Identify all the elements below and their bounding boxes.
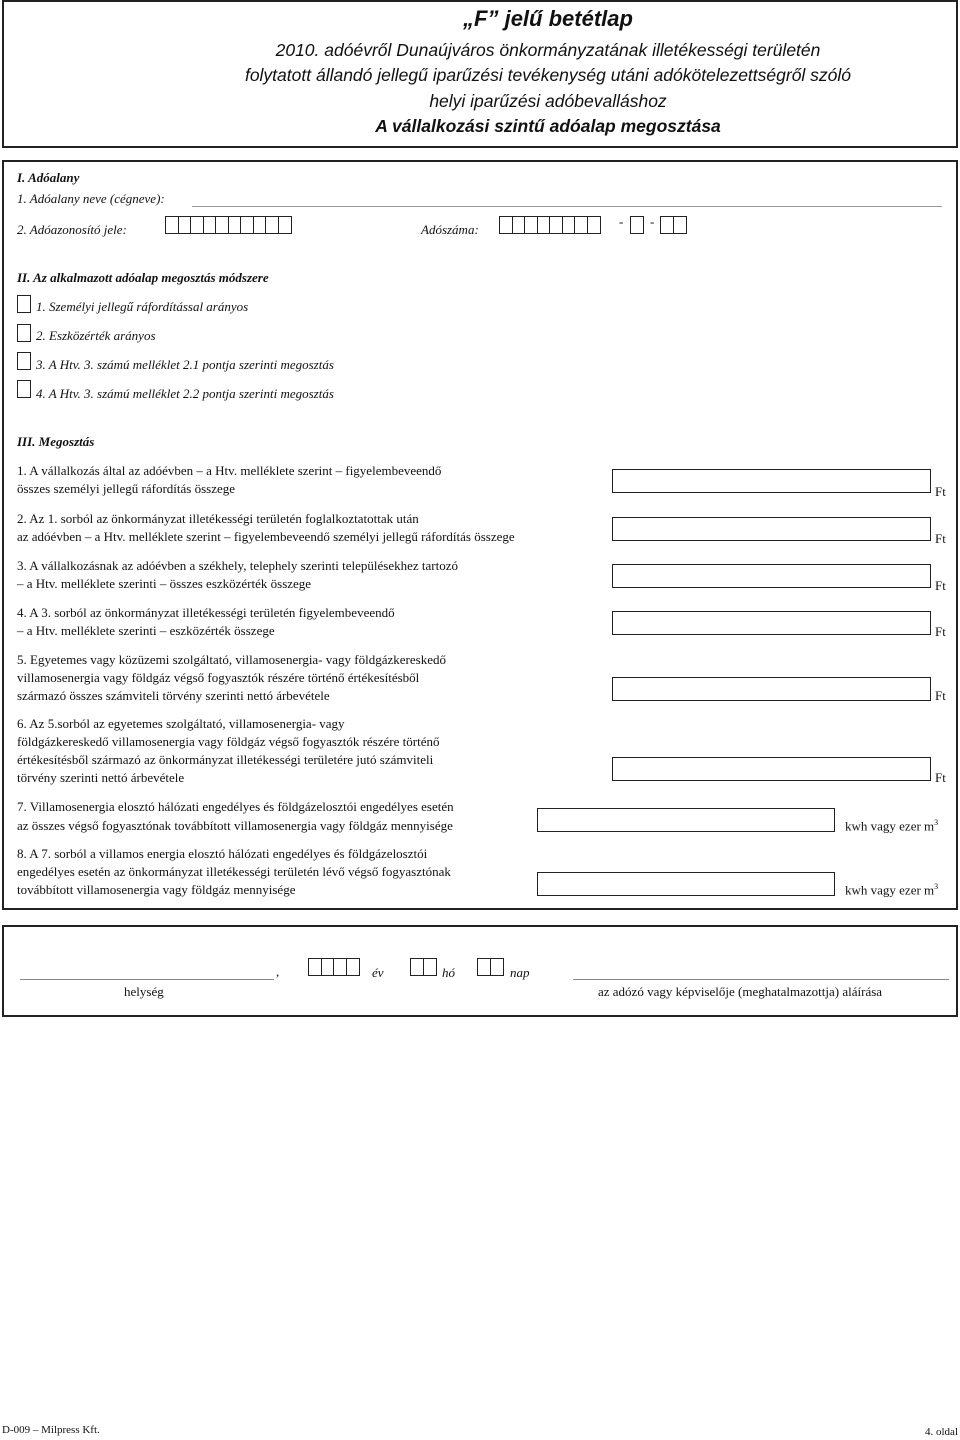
row7-amount-field[interactable] — [537, 808, 835, 832]
row2-line1: 2. Az 1. sorból az önkormányzat illetékességi területén foglalkoztatottak után — [17, 511, 419, 526]
row5-line3: származó összes számviteli törvény szerinti nettó árbevétele — [17, 688, 330, 703]
row7-unit — [845, 818, 938, 834]
taxid-cells[interactable] — [165, 216, 290, 234]
row3-line1: 3. A vállalkozásnak az adóévben a székhely, telephely szerinti településekhez tartozó — [17, 558, 458, 573]
row6-line3: értékesítésből származó az önkormányzat illetékességi területére jutó számviteli — [17, 752, 434, 767]
page-title: „F” jelű betétlap — [463, 6, 633, 31]
day-label: nap — [510, 965, 530, 980]
row6-unit: Ft — [935, 770, 946, 785]
taxnum-cells-3[interactable] — [660, 216, 685, 234]
section3-heading: III. Megosztás — [17, 434, 95, 449]
day-cell[interactable] — [490, 958, 504, 976]
section1-heading: I. Adóalany — [17, 170, 80, 185]
row2-line2: az adóévben – a Htv. melléklete szerint – figyelembeveendő személyi jellegű ráfordítás összege — [17, 529, 515, 544]
year-label: év — [372, 965, 384, 980]
row5-unit: Ft — [935, 688, 946, 703]
row5-line2: villamosenergia vagy földgáz végső fogyasztók részére történő értékesítésből — [17, 670, 420, 685]
row3-unit: Ft — [935, 578, 946, 593]
taxnum-cells-2[interactable] — [630, 216, 643, 234]
row7-unit-text: kwh vagy ezer m — [845, 818, 935, 834]
row3-line2: – a Htv. melléklete szerinti – összes eszközérték összege — [17, 576, 312, 591]
taxnum-cell[interactable] — [630, 216, 644, 234]
row3-amount-field[interactable] — [612, 564, 931, 588]
row8-unit-sup: 3 — [934, 882, 939, 891]
row2-amount-field[interactable] — [612, 517, 931, 541]
taxpayer-name-field[interactable] — [192, 206, 942, 207]
row1-amount-field[interactable] — [612, 469, 931, 493]
taxnum-label: Adószáma: — [421, 222, 479, 237]
header-line-4: A vállalkozási szintű adóalap megosztása — [375, 116, 721, 136]
row2-unit: Ft — [935, 531, 946, 546]
taxnum-dash-1: - — [619, 214, 624, 229]
method-option-4: 4. A Htv. 3. számú melléklet 2.2 pontja szerinti megosztás — [36, 386, 334, 401]
row8-amount-field[interactable] — [537, 872, 835, 896]
row4-amount-field[interactable] — [612, 611, 931, 635]
year-cells[interactable] — [308, 958, 358, 976]
method-checkbox-3[interactable] — [17, 352, 31, 370]
row4-unit: Ft — [935, 624, 946, 639]
row1-line2: összes személyi jellegű ráfordítás összege — [17, 481, 236, 496]
method-option-2: 2. Eszközérték arányos — [36, 328, 156, 343]
header-line-1: 2010. adóévről Dunaújváros önkormányzatának illetékességi területén — [275, 40, 821, 60]
taxnum-cells-1[interactable] — [499, 216, 599, 234]
footer-page-number: 4. oldal — [925, 1426, 958, 1438]
row7-line1: 7. Villamosenergia elosztó hálózati engedélyes és földgázelosztói engedélyes esetén — [17, 799, 454, 814]
row5-amount-field[interactable] — [612, 677, 931, 701]
row7-unit-sup: 3 — [934, 818, 939, 827]
taxpayer-name-label: 1. Adóalany neve (cégneve): — [17, 191, 165, 206]
taxnum-cell[interactable] — [587, 216, 601, 234]
taxid-label: 2. Adóazonosító jele: — [17, 222, 127, 237]
row6-line4: törvény szerinti nettó árbevétele — [17, 770, 185, 785]
signature-caption: az adózó vagy képviselője (meghatalmazottja) aláírása — [598, 984, 883, 999]
taxid-cell[interactable] — [278, 216, 292, 234]
row8-unit-text: kwh vagy ezer m — [845, 882, 935, 898]
month-cell[interactable] — [423, 958, 437, 976]
place-field[interactable] — [20, 979, 274, 980]
month-label: hó — [442, 965, 455, 980]
method-option-1: 1. Személyi jellegű ráfordítással arányos — [36, 299, 249, 314]
method-option-3: 3. A Htv. 3. számú melléklet 2.1 pontja szerinti megosztás — [36, 357, 334, 372]
row8-line3: továbbított villamosenergia vagy földgáz mennyisége — [17, 882, 296, 897]
row8-line2: engedélyes esetén az önkormányzat illetékességi területén lévő végső fogyasztónak — [17, 864, 451, 879]
month-cells[interactable] — [410, 958, 435, 976]
row6-line2: földgázkereskedő villamosenergia vagy földgáz végső fogyasztók részére történő — [17, 734, 440, 749]
row4-line2: – a Htv. melléklete szerinti – eszközérték összege — [17, 623, 275, 638]
signature-field[interactable] — [573, 979, 949, 980]
taxnum-dash-2: - — [650, 214, 655, 229]
section2-heading: II. Az alkalmazott adóalap megosztás módszere — [17, 270, 269, 285]
day-cells[interactable] — [477, 958, 502, 976]
header-line-2: folytatott állandó jellegű iparűzési tevékenység utáni adókötelezettségről szóló — [244, 65, 852, 85]
place-caption: helység — [124, 984, 164, 999]
row6-line1: 6. Az 5.sorból az egyetemes szolgáltató, villamosenergia- vagy — [17, 716, 345, 731]
header-line-3: helyi iparűzési adóbevalláshoz — [429, 91, 667, 111]
row6-amount-field[interactable] — [612, 757, 931, 781]
taxnum-cell[interactable] — [673, 216, 687, 234]
row7-line2: az összes végső fogyasztónak továbbított villamosenergia vagy földgáz mennyisége — [17, 818, 453, 833]
row1-unit: Ft — [935, 484, 946, 499]
year-cell[interactable] — [346, 958, 360, 976]
footer-publisher: D-009 – Milpress Kft. — [2, 1424, 100, 1436]
method-checkbox-4[interactable] — [17, 380, 31, 398]
place-comma: , — [276, 964, 280, 979]
row5-line1: 5. Egyetemes vagy közüzemi szolgáltató, villamosenergia- vagy földgázkereskedő — [17, 652, 446, 667]
row8-line1: 8. A 7. sorból a villamos energia elosztó hálózati engedélyes és földgázelosztói — [17, 846, 428, 861]
row1-line1: 1. A vállalkozás által az adóévben – a Htv. melléklete szerint – figyelembeveendő — [17, 463, 442, 478]
method-checkbox-2[interactable] — [17, 324, 31, 342]
row8-unit — [845, 882, 938, 898]
row4-line1: 4. A 3. sorból az önkormányzat illetékességi területén figyelembeveendő — [17, 605, 395, 620]
method-checkbox-1[interactable] — [17, 295, 31, 313]
